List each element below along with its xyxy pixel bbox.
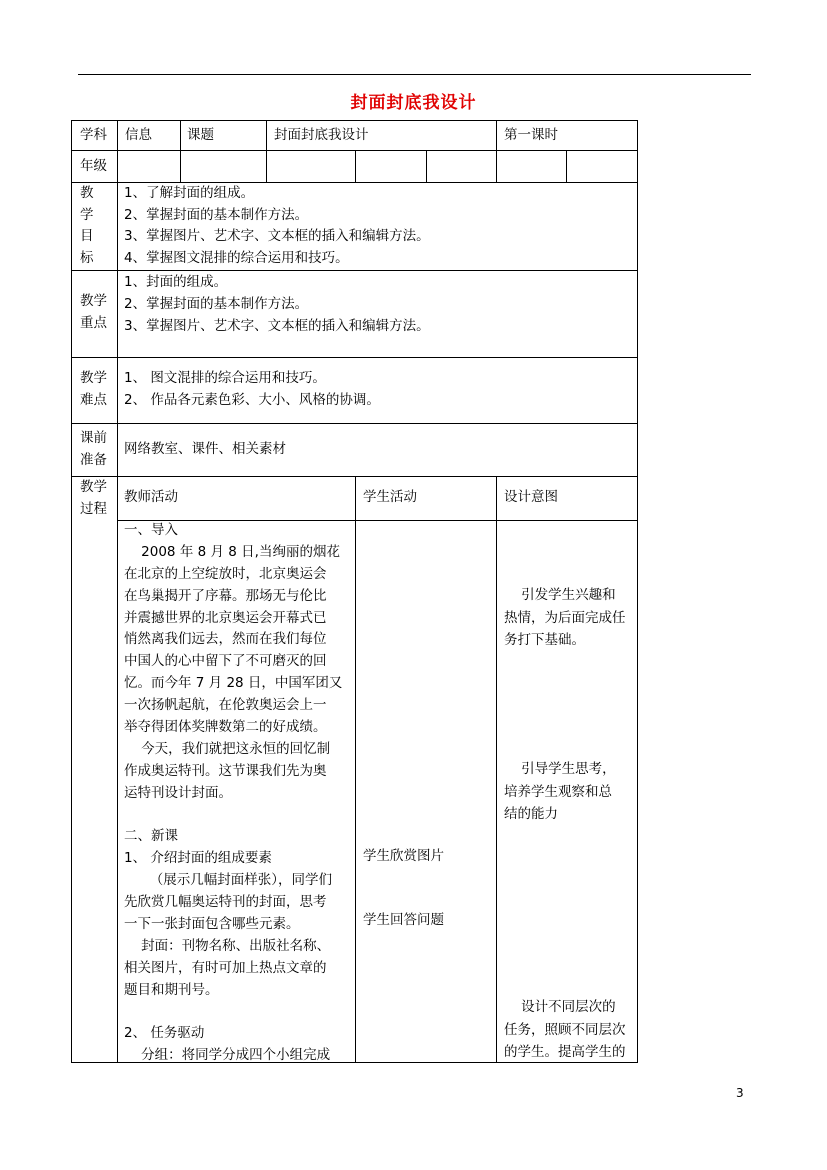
teacher-activity-line xyxy=(124,1002,342,1024)
student-activity-item: 学生欣赏图片 xyxy=(363,848,444,864)
teacher-activity-line: 分组：将同学分成四个小组完成 xyxy=(124,1047,331,1064)
difficulties-list xyxy=(124,367,380,411)
design-intent-block: 设计不同层次的 任务，照顾不同层次 的学生。提高学生的 xyxy=(504,999,626,1060)
teacher-activity-line: 2、 任务驱动 xyxy=(124,1025,205,1042)
list-item: 1、 图文混排的综合运用和技巧。 xyxy=(124,370,326,386)
teacher-activity-line: 在北京的上空绽放时，北京奥运会 xyxy=(124,565,327,582)
list-item: 2、掌握封面的基本制作方法。 xyxy=(124,296,309,312)
teacher-activity-line: 一、导入 xyxy=(124,522,178,538)
design-intent-header: 设计意图 xyxy=(504,489,558,505)
preparation-content: 网络教室、课件、相关素材 xyxy=(124,441,286,457)
teacher-activity-line: 2008 年 8 月 8 日,当绚丽的烟花 xyxy=(124,543,340,560)
page-number: 3 xyxy=(736,1086,744,1100)
teacher-activity-line: 二、新课 xyxy=(124,828,178,845)
preparation-label: 课前 准备 xyxy=(80,430,107,468)
teacher-activity-line: （展示几幅封面样张），同学们 xyxy=(124,872,332,889)
key-points-label: 教学 重点 xyxy=(80,293,107,331)
teacher-activity-content xyxy=(124,520,342,1067)
teacher-activity-line: 一次扬帆起航，在伦敦奥运会上一 xyxy=(124,697,327,714)
list-item: 3、掌握图片、艺术字、文本框的插入和编辑方法。 xyxy=(124,228,430,244)
teacher-activity-line xyxy=(124,805,342,827)
list-item: 1、了解封面的组成。 xyxy=(124,185,255,201)
design-intent-block: 引发学生兴趣和 热情，为后面完成任 务打下基础。 xyxy=(504,587,626,648)
period-value: 第一课时 xyxy=(504,127,558,143)
list-item: 4、掌握图文混排的综合运用和技巧。 xyxy=(124,249,349,266)
topic-value: 封面封底我设计 xyxy=(274,127,369,143)
list-item: 3、掌握图片、艺术字、文本框的插入和编辑方法。 xyxy=(124,318,430,334)
list-item: 2、 作品各元素色彩、大小、风格的协调。 xyxy=(124,392,380,408)
difficulties-label: 教学 难点 xyxy=(80,370,107,408)
teacher-activity-line: 先欣赏几幅奥运特刊的封面，思考 xyxy=(124,894,327,911)
teacher-activity-line: 封面：刊物名称、出版社名称、 xyxy=(124,937,331,954)
objectives-label: 教 学 目 标 xyxy=(80,185,94,266)
teacher-activity-line: 一下一张封面包含哪些元素。 xyxy=(124,916,300,933)
subject-label: 学科 xyxy=(80,127,107,143)
subject-value: 信息 xyxy=(125,127,152,143)
header-rule xyxy=(78,74,751,75)
teacher-activity-line: 题目和期刊号。 xyxy=(124,981,219,998)
student-activity-item: 学生回答问题 xyxy=(363,912,444,928)
teacher-activity-line: 作成奥运特刊。这节课我们先为奥 xyxy=(124,762,327,779)
topic-label: 课题 xyxy=(187,127,214,143)
teacher-activity-line: 悄然离我们远去，然而在我们每位 xyxy=(124,631,327,648)
grade-label: 年级 xyxy=(80,158,107,174)
teacher-activity-line: 相关图片，有时可加上热点文章的 xyxy=(124,959,327,976)
teacher-activity-line: 举夺得团体奖牌数第二的好成绩。 xyxy=(124,719,327,736)
teacher-activity-line: 在鸟巢揭开了序幕。那场无与伦比 xyxy=(124,587,327,604)
teacher-activity-line: 中国人的心中留下了不可磨灭的回 xyxy=(124,653,327,670)
page-title: 封面封底我设计 xyxy=(350,93,477,113)
design-intent-block: 引导学生思考， 培养学生观察和总 结的能力 xyxy=(504,761,616,822)
student-activity-header: 学生活动 xyxy=(363,489,417,505)
key-points-list xyxy=(124,271,430,337)
teacher-activity-line: 忆。而今年 7 月 28 日，中国军团又 xyxy=(124,675,343,692)
objectives-list xyxy=(124,183,430,269)
teacher-activity-line: 运特刊设计封面。 xyxy=(124,784,232,801)
process-label: 教学 过程 xyxy=(80,479,107,517)
teacher-activity-line: 并震撼世界的北京奥运会开幕式已 xyxy=(124,609,327,626)
list-item: 1、封面的组成。 xyxy=(124,274,228,290)
teacher-activity-header: 教师活动 xyxy=(124,489,178,505)
teacher-activity-line: 今天，我们就把这永恒的回忆制 xyxy=(124,740,331,757)
teacher-activity-line: 1、 介绍封面的组成要素 xyxy=(124,850,272,867)
list-item: 2、掌握封面的基本制作方法。 xyxy=(124,206,309,223)
